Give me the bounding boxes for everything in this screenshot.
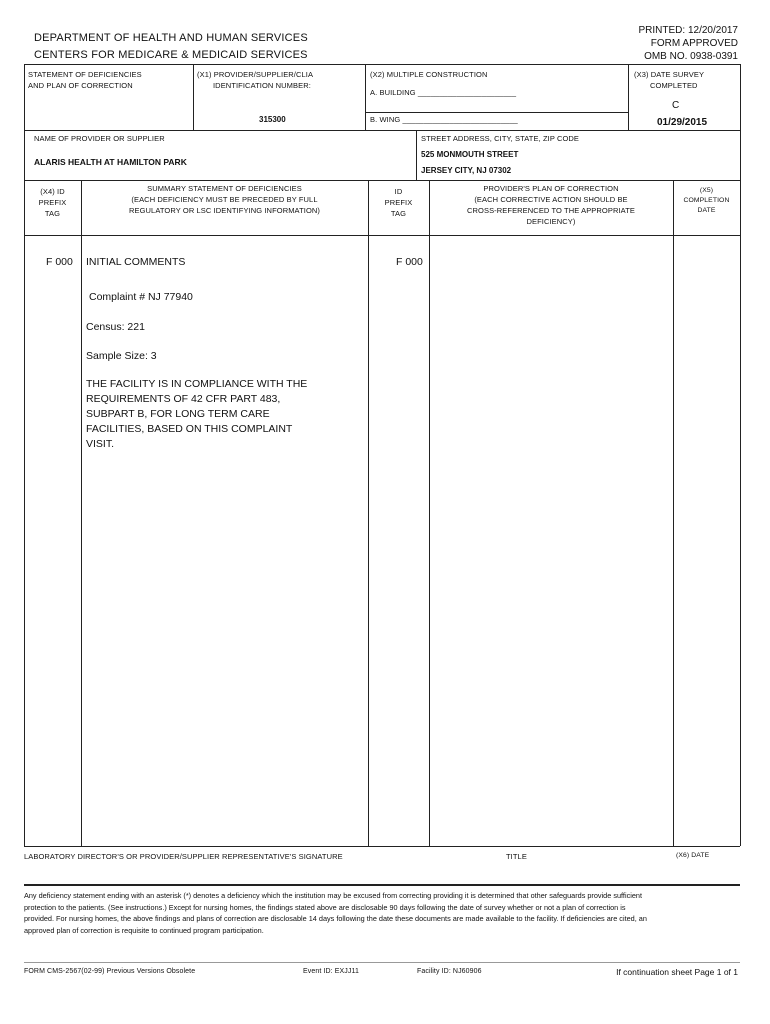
divider: [24, 884, 740, 886]
disclaimer-text: Any deficiency statement ending with an asterisk (*) denotes a deficiency which the institution may be excused from correcting providing it is determined that other safeguards provide sufficient protection to the patients. (See instructions.) Except for nursing homes, the findings stated above are disclosable 90 days following the date of survey whether or not a plan of correction is provided. For nursing homes, the above findings and plans of correction are disclosable 14 days following the date these documents are made available to the facility. If deficiencies are cited, an approved plan of correction is requisite to continued program participation.: [24, 891, 647, 935]
statement-label: STATEMENT OF DEFICIENCIES: [28, 70, 142, 79]
survey-code: C: [672, 100, 680, 111]
x4-header: (X4) ID: [40, 187, 65, 196]
x1-label: (X1) PROVIDER/SUPPLIER/CLIA: [197, 70, 314, 79]
form-number: FORM CMS-2567(02-99) Previous Versions Obsolete: [24, 968, 196, 975]
printed-date: PRINTED: 12/20/2017: [638, 25, 738, 36]
survey-completed-date: 01/29/2015: [657, 117, 708, 128]
x5-header: (X5): [699, 187, 714, 194]
deficiency-title: INITIAL COMMENTS: [86, 256, 186, 268]
x5-header: DATE: [697, 207, 716, 214]
x3-label: (X3) DATE SURVEY: [634, 70, 705, 79]
divider: [24, 180, 740, 181]
title-label: TITLE: [506, 852, 527, 861]
provider-id-number: 315300: [259, 115, 286, 124]
continuation-page: If continuation sheet Page 1 of 1: [616, 967, 738, 977]
id-header: PREFIX: [384, 198, 413, 207]
divider: [24, 846, 740, 847]
plan-header: PROVIDER'S PLAN OF CORRECTION: [483, 184, 619, 193]
finding-line: SUBPART B, FOR LONG TERM CARE: [86, 408, 270, 420]
divider: [81, 180, 82, 846]
form-top-border: [24, 64, 740, 65]
x4-header: TAG: [44, 209, 61, 218]
date-label: (X6) DATE: [676, 852, 710, 859]
x2-wing: B. WING ___________________________: [370, 115, 518, 124]
complaint-number: Complaint # NJ 77940: [89, 291, 193, 303]
x2-label: (X2) MULTIPLE CONSTRUCTION: [370, 70, 488, 79]
x2-building: A. BUILDING _______________________: [370, 88, 517, 97]
divider: [24, 235, 740, 236]
centers-title: CENTERS FOR MEDICARE & MEDICAID SERVICES: [34, 49, 308, 61]
divider: [416, 130, 417, 180]
provider-name: ALARIS HEALTH AT HAMILTON PARK: [34, 157, 187, 167]
x4-header: PREFIX: [38, 198, 67, 207]
plan-header: CROSS-REFERENCED TO THE APPROPRIATE: [467, 206, 635, 215]
form-left-border: [24, 64, 25, 846]
divider: [673, 180, 674, 846]
signature-label: LABORATORY DIRECTOR'S OR PROVIDER/SUPPLIER REPRESENTATIVE'S SIGNATURE: [24, 852, 343, 861]
divider: [365, 112, 628, 113]
street-address: 525 MONMOUTH STREET: [421, 150, 519, 159]
x5-header: COMPLETION: [683, 197, 730, 204]
finding-line: THE FACILITY IS IN COMPLIANCE WITH THE: [86, 378, 308, 390]
divider: [628, 64, 629, 130]
event-id: Event ID: EXJJ11: [303, 968, 359, 975]
divider: [24, 962, 740, 963]
address-label: STREET ADDRESS, CITY, STATE, ZIP CODE: [421, 134, 580, 143]
x3-label: COMPLETED: [650, 81, 698, 90]
x1-label: IDENTIFICATION NUMBER:: [213, 81, 311, 90]
divider: [368, 180, 369, 846]
divider: [193, 64, 194, 130]
city-state-zip: JERSEY CITY, NJ 07302: [421, 166, 512, 175]
finding-line: FACILITIES, BASED ON THIS COMPLAINT: [86, 423, 293, 435]
summary-header: SUMMARY STATEMENT OF DEFICIENCIES: [147, 184, 302, 193]
divider: [24, 130, 740, 131]
summary-header: REGULATORY OR LSC IDENTIFYING INFORMATION): [128, 206, 321, 215]
form-approved: FORM APPROVED: [650, 38, 738, 49]
correction-tag: F 000: [396, 256, 423, 268]
form-right-border: [740, 64, 741, 846]
finding-line: VISIT.: [86, 438, 115, 450]
summary-header: (EACH DEFICIENCY MUST BE PRECEDED BY FULL: [131, 195, 318, 204]
id-header: ID: [394, 187, 403, 196]
statement-label: AND PLAN OF CORRECTION: [28, 81, 133, 90]
sample-size: Sample Size: 3: [86, 350, 157, 362]
divider: [365, 64, 366, 130]
finding-line: REQUIREMENTS OF 42 CFR PART 483,: [86, 393, 281, 405]
census: Census: 221: [86, 321, 145, 333]
divider: [429, 180, 430, 846]
provider-name-label: NAME OF PROVIDER OR SUPPLIER: [34, 134, 165, 143]
id-header: TAG: [390, 209, 407, 218]
department-title: DEPARTMENT OF HEALTH AND HUMAN SERVICES: [34, 32, 308, 44]
facility-id: Facility ID: NJ60906: [417, 968, 482, 975]
omb-number: OMB NO. 0938-0391: [644, 51, 738, 62]
deficiency-tag: F 000: [46, 256, 73, 268]
plan-header: (EACH CORRECTIVE ACTION SHOULD BE: [474, 195, 628, 204]
plan-header: DEFICIENCY): [526, 217, 576, 226]
